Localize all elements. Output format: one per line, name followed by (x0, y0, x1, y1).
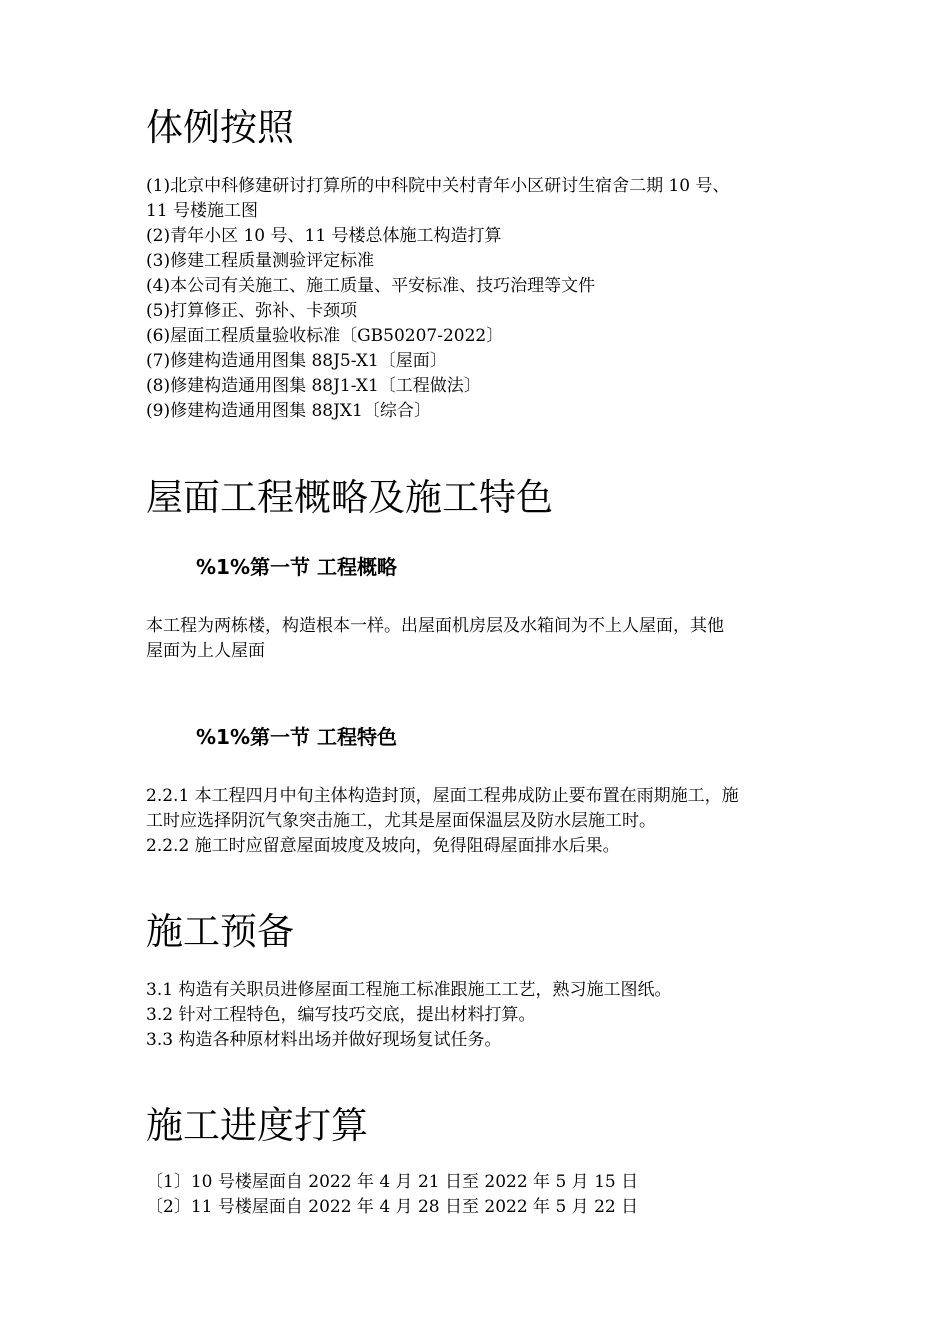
schedule-line-1: 〔1〕10 号楼屋面自 2022 年 4 月 21 日至 2022 年 5 月 15 日 (146, 1172, 639, 1192)
section-heading-preparation: 施工预备 (146, 910, 294, 953)
subsection-body-features (146, 784, 816, 859)
basis-line-4: (3)修建工程质量测验评定标准 (146, 251, 375, 271)
basis-line-10: (9)修建构造通用图集 88JX1〔综合〕 (146, 401, 431, 421)
preparation-line-2: 3.2 针对工程特色，编写技巧交底，提出材料打算。 (146, 1005, 536, 1025)
section-body-schedule (146, 1170, 816, 1220)
section-heading-schedule: 施工进度打算 (146, 1104, 368, 1147)
basis-line-6: (5)打算修正、弥补、卡颈项 (146, 301, 358, 321)
subsection-heading-overview: %1%第一节 工程概略 (196, 555, 397, 579)
overview-line-1: 本工程为两栋楼，构造根本一样。出屋面机房层及水箱间为不上人屋面，其他 (146, 616, 724, 636)
basis-line-7: (6)屋面工程质量验收标准〔GB50207-2022〕 (146, 326, 504, 346)
section-body-basis (146, 174, 816, 424)
basis-line-3: (2)青年小区 10 号、11 号楼总体施工构造打算 (146, 226, 502, 246)
basis-line-9: (8)修建构造通用图集 88J1-X1〔工程做法〕 (146, 376, 481, 396)
basis-line-5: (4)本公司有关施工、施工质量、平安标准、技巧治理等文件 (146, 276, 596, 296)
features-line-3: 2.2.2 施工时应留意屋面坡度及坡向，免得阻碍屋面排水后果。 (146, 836, 620, 856)
basis-line-2: 11 号楼施工图 (146, 201, 259, 221)
subsection-body-overview (146, 614, 816, 664)
features-line-2: 工时应选择阴沉气象突击施工，尤其是屋面保温层及防水层施工时。 (146, 811, 656, 831)
basis-line-8: (7)修建构造通用图集 88J5-X1〔屋面〕 (146, 351, 447, 371)
subsection-heading-features: %1%第一节 工程特色 (196, 725, 397, 749)
features-line-1: 2.2.1 本工程四月中旬主体构造封顶，屋面工程弗成防止要布置在雨期施工，施 (146, 786, 739, 806)
section-heading-overview: 屋面工程概略及施工特色 (146, 476, 553, 519)
preparation-line-3: 3.3 构造各种原材料出场并做好现场复试任务。 (146, 1030, 502, 1050)
section-body-preparation (146, 978, 816, 1053)
schedule-line-2: 〔2〕11 号楼屋面自 2022 年 4 月 28 日至 2022 年 5 月 22 日 (146, 1197, 639, 1217)
overview-line-2: 屋面为上人屋面 (146, 641, 265, 661)
basis-line-1: (1)北京中科修建研讨打算所的中科院中关村青年小区研讨生宿舍二期 10 号、 (146, 176, 730, 196)
preparation-line-1: 3.1 构造有关职员进修屋面工程施工标准跟施工工艺，熟习施工图纸。 (146, 980, 672, 1000)
section-heading-basis: 体例按照 (146, 106, 294, 149)
